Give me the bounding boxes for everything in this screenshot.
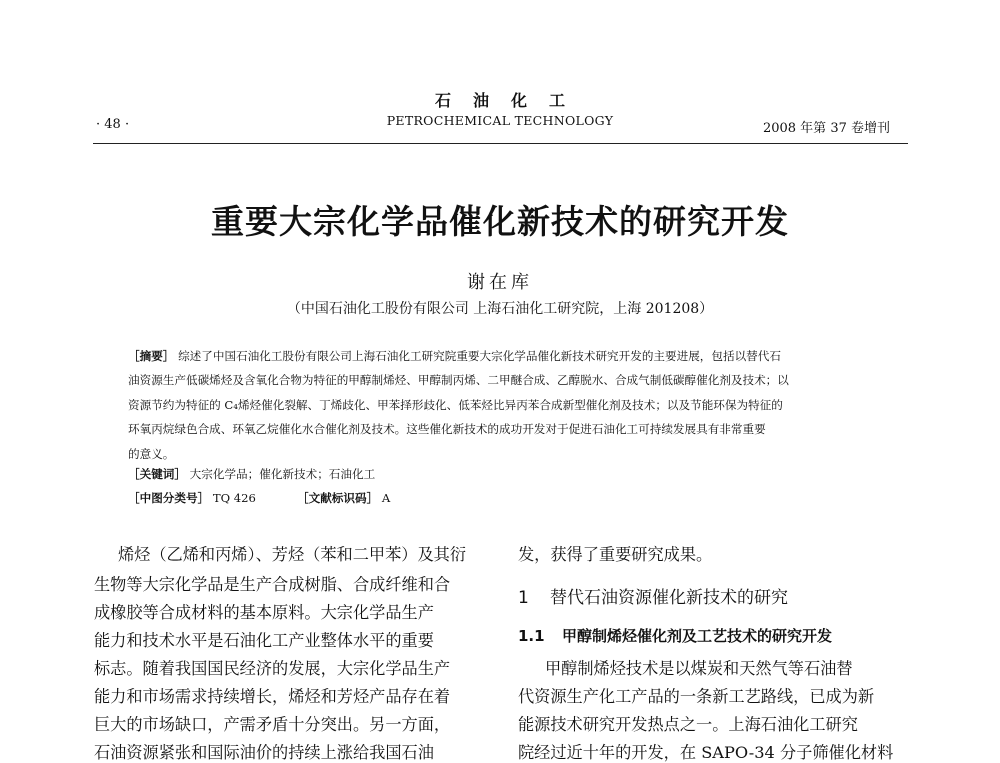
classification-label: ［中图分类号］ [128, 491, 210, 505]
abstract-line: 资源节约为特征的 C₄烯烃催化裂解、丁烯歧化、甲苯择形歧化、低苯烃比异丙苯合成新型催化剂及技术；以及节能环保为特征的 [128, 398, 783, 412]
body-line: 石油资源紧张和国际油价的持续上涨给我国石油 [94, 743, 434, 762]
doc-code-label: ［文献标识码］ [297, 491, 379, 505]
classification-number [128, 490, 256, 506]
abstract-label: ［摘要］ [128, 349, 175, 363]
subsection-title: 甲醇制烯烃催化剂及工艺技术的研究开发 [562, 627, 833, 645]
classification-value: TQ 426 [212, 491, 256, 505]
abstract-text: 综述了中国石油化工股份有限公司上海石油化工研究院重要大宗化学品催化新技术研究开发的主要进展，包括以替代石 [178, 349, 781, 363]
body-line: 甲醇制烯烃技术是以煤炭和天然气等石油替 [545, 659, 853, 678]
body-line: 生物等大宗化学品是生产合成树脂、合成纤维和合 [94, 575, 451, 594]
header-rule [93, 143, 908, 144]
keywords-text: 大宗化学品；催化新技术；石油化工 [189, 467, 376, 481]
issue-info: 2008 年第 37 卷增刊 [762, 121, 890, 136]
abstract-line: 油资源生产低碳烯烃及含氧化合物为特征的甲醇制烯烃、甲醇制丙烯、二甲醚合成、乙醇脱水、合成气制低碳醇催化剂及技术；以 [128, 373, 789, 387]
body-line: 烯烃（乙烯和丙烯）、芳烃（苯和二甲苯）及其衍 [118, 545, 467, 564]
section-title: 替代石油资源催化新技术的研究 [550, 588, 788, 608]
abstract-line [128, 348, 781, 364]
page-number: · 48 · [96, 117, 130, 132]
body-line: 院经过近十年的开发，在 SAPO-34 分子筛催化材料 [518, 743, 894, 762]
body-line: 能源技术研究开发热点之一。上海石油化工研究 [518, 715, 858, 734]
journal-name-en: PETROCHEMICAL TECHNOLOGY [386, 113, 614, 128]
abstract-line: 的意义。 [128, 447, 175, 461]
affiliation: （中国石油化工股份有限公司 上海石油化工研究院，上海 201208） [286, 301, 714, 317]
body-line: 成橡胶等合成材料的基本原料。大宗化学品生产 [94, 603, 434, 622]
body-line: 巨大的市场缺口，产需矛盾十分突出。另一方面， [94, 715, 451, 734]
document-code [297, 490, 390, 506]
keywords-label: ［关键词］ [128, 467, 186, 481]
body-line: 标志。随着我国国民经济的发展，大宗化学品生产 [94, 659, 451, 678]
subsection-heading [518, 625, 832, 646]
author: 谢在库 [467, 272, 533, 293]
body-line: 能力和市场需求持续增长，烯烃和芳烃产品存在着 [94, 687, 451, 706]
keywords [128, 466, 375, 482]
body-line: 能力和技术水平是石油化工产业整体水平的重要 [94, 631, 434, 650]
subsection-number: 1.1 [518, 627, 545, 645]
doc-code-value: A [381, 491, 391, 505]
journal-name-cn: 石油化工 [434, 91, 587, 110]
section-number: 1 [518, 588, 529, 608]
article-title: 重要大宗化学品催化新技术的研究开发 [211, 202, 789, 241]
body-line: 代资源生产化工产品的一条新工艺路线，已成为新 [518, 687, 875, 706]
body-line: 发，获得了重要研究成果。 [518, 545, 713, 564]
section-heading [518, 583, 788, 608]
abstract-line: 环氧丙烷绿色合成、环氧乙烷催化水合催化剂及技术。这些催化新技术的成功开发对于促进石油化工可持续发展具有非常重要 [128, 422, 766, 436]
